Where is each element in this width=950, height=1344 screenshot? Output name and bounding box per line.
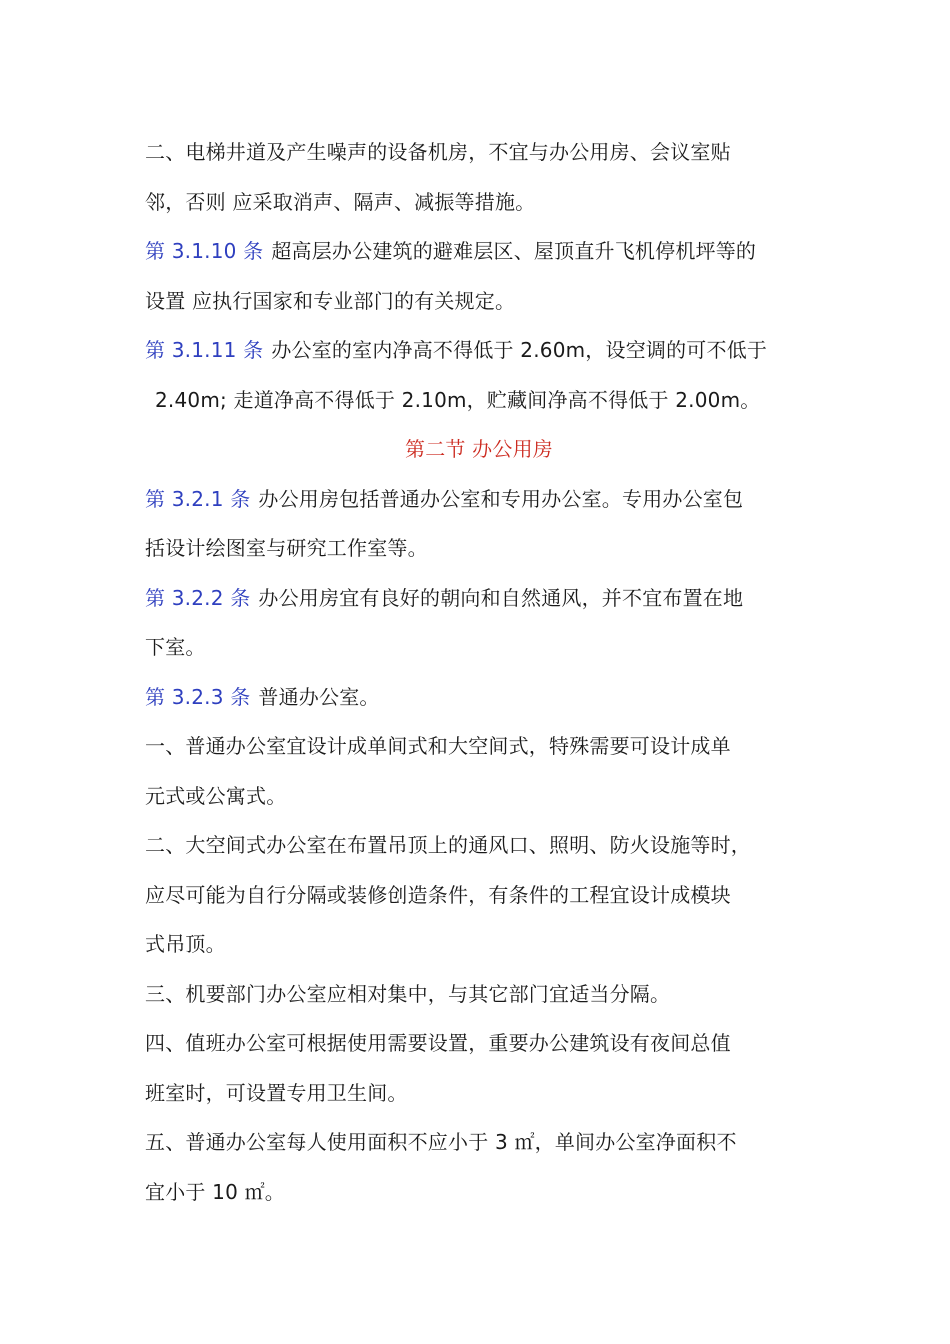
paragraph-line: 括设计绘图室与研究工作室等。 [145, 536, 428, 560]
list-item-line: 宜小于 10 ㎡。 [145, 1179, 285, 1204]
article-text: 办公用房宜有良好的朝向和自然通风，并不宜布置在地 [258, 585, 744, 610]
list-item-line: 元式或公寓式。 [145, 783, 287, 808]
list-item-line: 三、机要部门办公室应相对集中，与其它部门宜适当分隔。 [145, 981, 671, 1006]
paragraph-line: 2.40m; 走道净高不得低于 2.10m，贮藏间净高不得低于 2.00m。 [155, 387, 761, 412]
paragraph-line: 二、电梯井道及产生噪声的设备机房，不宜与办公用房、会议室贴 [145, 140, 731, 164]
list-item-line: 五、普通办公室每人使用面积不应小于 3 ㎡，单间办公室净面积不 [145, 1130, 737, 1154]
article-text: 办公室的室内净高不得低于 2.60m，设空调的可不低于 [271, 338, 768, 362]
paragraph-line: 邻，否则 应采取消声、隔声、减振等措施。 [145, 189, 536, 214]
article-label: 第 3.1.10 条 [145, 239, 264, 263]
list-item-line: 二、大空间式办公室在布置吊顶上的通风口、照明、防火设施等时， [145, 833, 751, 857]
article-3-1-10 [145, 227, 813, 277]
article-3-2-2 [145, 574, 813, 624]
article-label: 第 3.2.2 条 [145, 585, 251, 610]
section-title: 第二节 办公用房 [405, 437, 553, 461]
list-item-line: 班室时，可设置专用卫生间。 [145, 1080, 408, 1105]
document-page [145, 128, 813, 1217]
article-3-2-1 [145, 475, 813, 525]
article-label: 第 3.2.3 条 [145, 684, 251, 709]
list-item-line: 应尽可能为自行分隔或装修创造条件，有条件的工程宜设计成模块 [145, 882, 731, 907]
article-label: 第 3.2.1 条 [145, 486, 251, 511]
paragraph-line: 下室。 [145, 635, 206, 659]
article-label: 第 3.1.11 条 [145, 338, 264, 362]
article-text: 超高层办公建筑的避难层区、屋顶直升飞机停机坪等的 [271, 239, 757, 263]
article-3-2-3 [145, 673, 813, 723]
article-text: 办公用房包括普通办公室和专用办公室。专用办公室包 [258, 486, 744, 511]
paragraph-line: 设置 应执行国家和专业部门的有关规定。 [145, 288, 516, 313]
article-text: 普通办公室。 [258, 684, 380, 709]
list-item-line: 式吊顶。 [145, 932, 226, 956]
list-item-line: 四、值班办公室可根据使用需要设置，重要办公建筑设有夜间总值 [145, 1031, 731, 1055]
article-3-1-11 [145, 326, 813, 376]
list-item-line: 一、普通办公室宜设计成单间式和大空间式，特殊需要可设计成单 [145, 734, 731, 758]
